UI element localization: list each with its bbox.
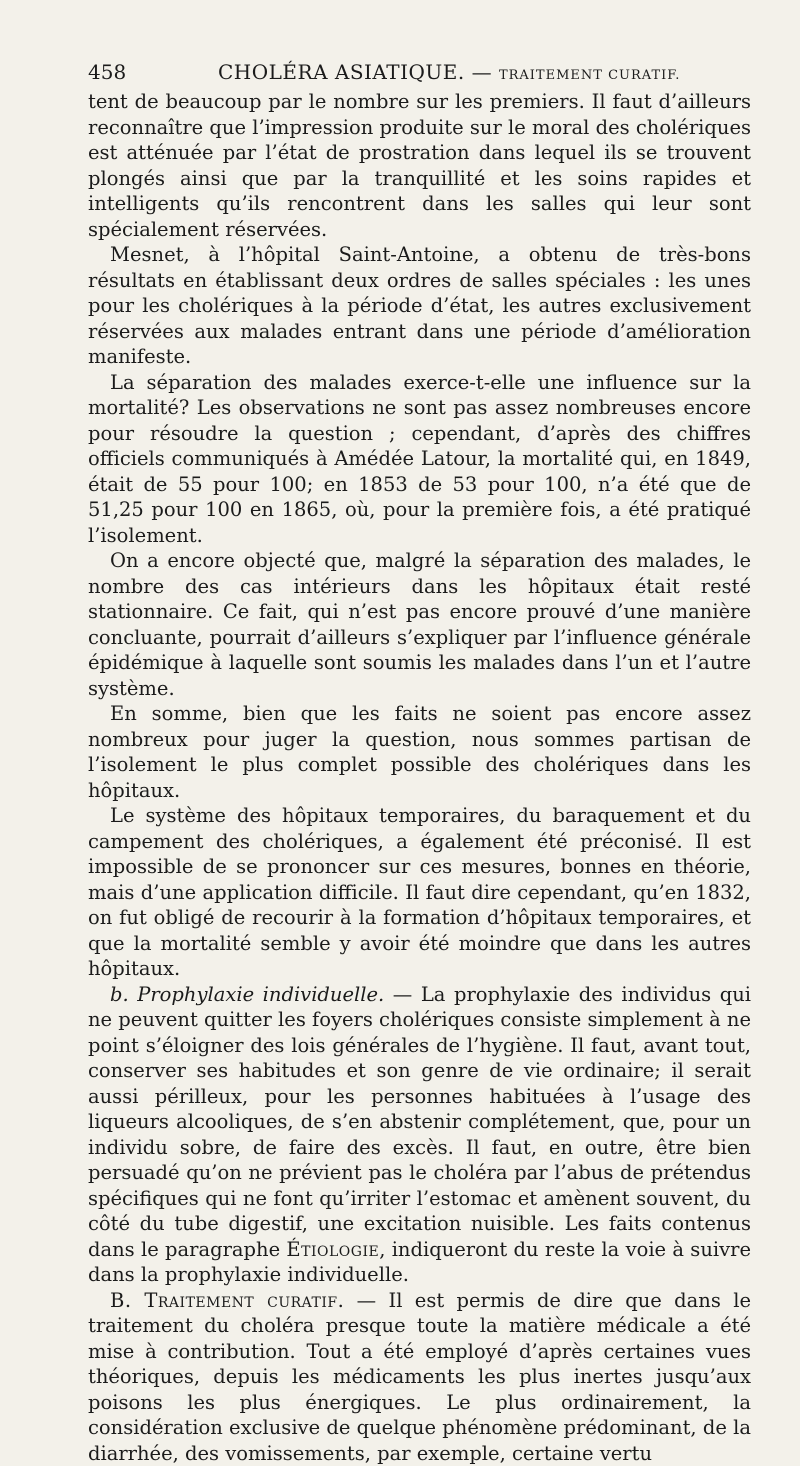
- chapter-title: CHOLÉRA ASIATIQUE.: [218, 60, 465, 84]
- paragraph-objection: On a encore objecté que, malgré la séparation des malades, le nombre des cas intérieurs dans les hôpitaux était resté stationnaire. Ce fait, qui n’est pas encore prouvé d’une manière concluante, pourrait d’ailleurs s’expliquer par l’influence générale épidémique à laquelle sont soumis les malades dans l’un et l’autre système.: [88, 548, 751, 701]
- running-title: [218, 58, 680, 90]
- etiologie-reference: Étiologie: [286, 1238, 379, 1261]
- section-subtitle: TRAITEMENT CURATIF.: [499, 68, 680, 83]
- paragraph-temporary-hospitals: Le système des hôpitaux temporaires, du baraquement et du campement des cholériques, a également été préconisé. Il est impossible de se prononcer sur ces mesures, bonnes en théorie, mais d’une application difficile. Il faut dire cependant, qu’en 1832, on fut obligé de recourir à la formation d’hôpitaux temporaires, et que la mortalité semble y avoir été moindre que dans les autres hôpitaux.: [88, 803, 751, 982]
- paragraph-en-somme: En somme, bien que les faits ne soient pas encore assez nombreux pour juger la question, nous sommes partisan de l’isolement le plus complet possible des cholériques dans les hôpitaux.: [88, 701, 751, 803]
- title-dash: —: [465, 60, 499, 84]
- section-heading-traitement: B. Traitement curatif.: [110, 1289, 344, 1312]
- paragraph-traitement-curatif: [88, 1288, 751, 1466]
- subsection-heading-prophylaxie: b. Prophylaxie individuelle.: [110, 983, 384, 1006]
- page-number: 458: [88, 58, 126, 86]
- paragraph-mesnet: Mesnet, à l’hôpital Saint-Antoine, a obtenu de très-bons résultats en établissant deux ordres de salles spéciales : les unes pour les cholériques à la période d’état, les autres exclusivement réservées aux malades entrant dans une période d’amélioration manifeste.: [88, 242, 751, 370]
- running-head: [88, 58, 748, 86]
- prophylaxis-text-a: — La prophylaxie des individus qui ne peuvent quitter les foyers cholériques consiste simplement à ne point s’éloigner des lois générales de l’hygiène. Il faut, avant tout, conserver ses habitudes et son genre de vie ordinaire; il serait aussi périlleux, pour les personnes habituées à l’usage des liqueurs alcooliques, de s’en abstenir complétement, que, pour un individu sobre, de faire des excès. Il faut, en outre, être bien persuadé qu’on ne prévient pas le choléra par l’abus de prétendus spécifiques qui ne font qu’irriter l’estomac et amènent souvent, du côté du tube digestif, une excitation nuisible. Les faits contenus dans le paragraphe: [88, 983, 751, 1261]
- body-text: [88, 89, 751, 1466]
- traitement-text: — Il est permis de dire que dans le traitement du choléra presque toute la matière médicale a été mise à contribution. Tout a été employé d’après certaines vues théoriques, depuis les médicaments les plus inertes jusqu’aux poisons les plus énergiques. Le plus ordinairement, la considération exclusive de quelque phénomène prédominant, de la diarrhée, des vomissements, par exemple, certaine vertu: [88, 1289, 751, 1465]
- prophylaxis-text-b: , indiqueront du reste la voie à suivre dans la prophylaxie individuelle.: [88, 1238, 751, 1287]
- paragraph-individual-prophylaxis: [88, 982, 751, 1288]
- paragraph-continuation: tent de beaucoup par le nombre sur les premiers. Il faut d’ailleurs reconnaître que l’impression produite sur le moral des cholériques est atténuée par l’état de prostration dans lequel ils se trouvent plongés ainsi que par la tranquillité et les soins rapides et intelligents qu’ils rencontrent dans les salles qui leur sont spécialement réservées.: [88, 89, 751, 242]
- paragraph-separation-mortality: La séparation des malades exerce-t-elle une influence sur la mortalité? Les observations ne sont pas assez nombreuses encore pour résoudre la question ; cependant, d’après des chiffres officiels communiqués à Amédée Latour, la mortalité qui, en 1849, était de 55 pour 100; en 1853 de 53 pour 100, n’a été que de 51,25 pour 100 en 1865, où, pour la première fois, a été pratiqué l’isolement.: [88, 370, 751, 549]
